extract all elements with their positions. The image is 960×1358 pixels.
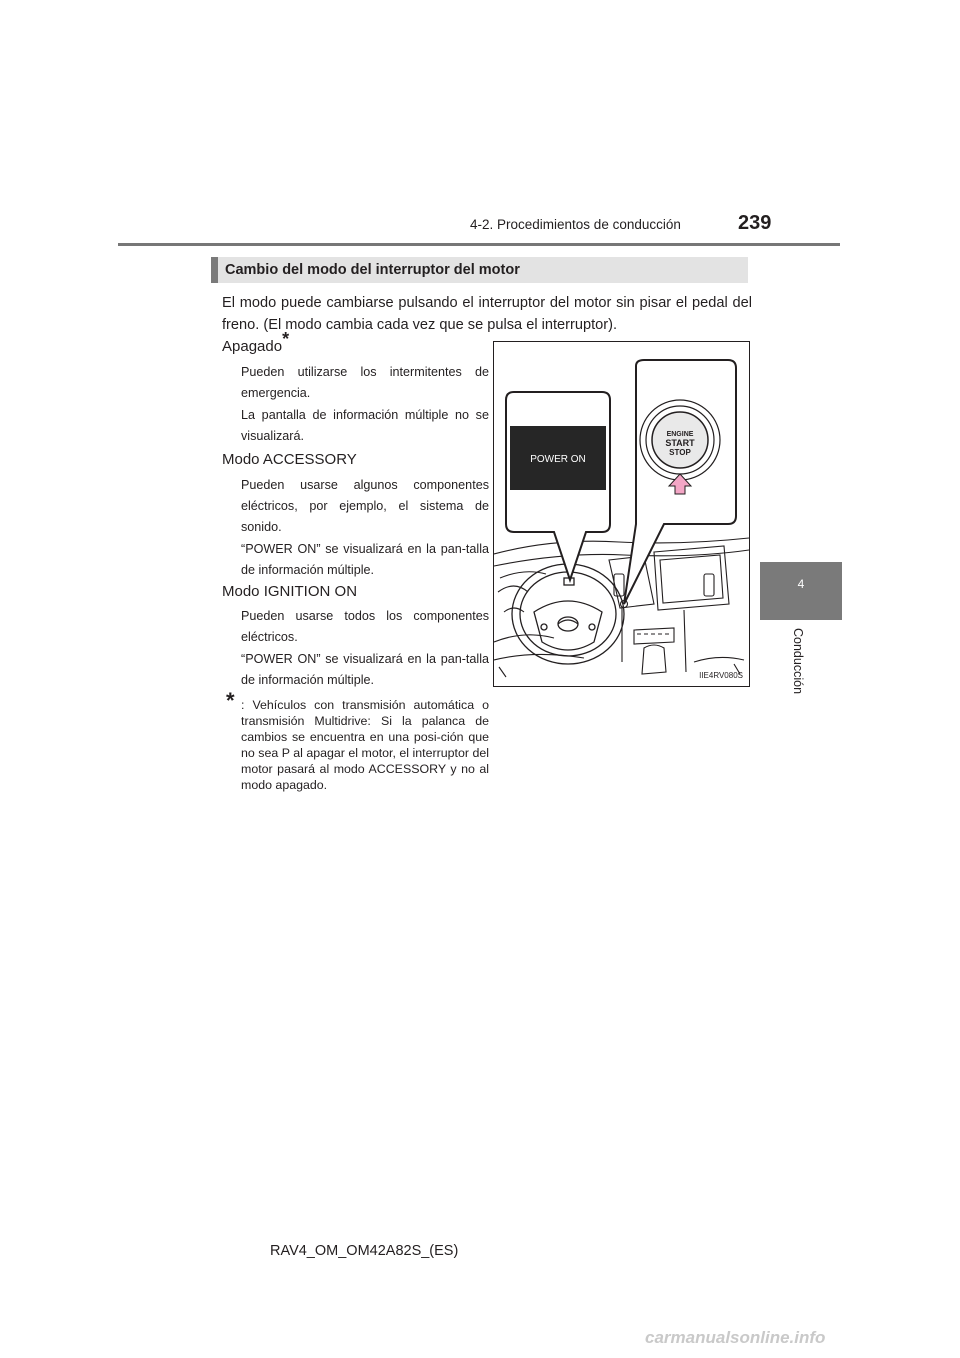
- button-label-engine: ENGINE: [666, 431, 694, 438]
- mode-title-text: Apagado: [222, 338, 283, 355]
- button-label-stop: STOP: [669, 448, 691, 457]
- mode-description: Pueden usarse todos los componentes eléctricos.: [241, 609, 489, 644]
- chapter-label-container: [760, 620, 842, 720]
- mode-description: “POWER ON” se visualizará en la pan-talla de información múltiple.: [241, 542, 489, 577]
- header-rule: [118, 243, 840, 246]
- mode-description: “POWER ON” se visualizará en la pan-talla de información múltiple.: [241, 652, 489, 687]
- mode-description: Pueden utilizarse los intermitentes de emergencia.: [241, 365, 489, 400]
- mode-title-apagado: [222, 329, 290, 355]
- chapter-number: 4: [797, 577, 805, 591]
- mode-description: Pueden usarse algunos componentes eléctricos, por ejemplo, el sistema de sonido.: [241, 478, 489, 534]
- page-number: 239: [738, 212, 772, 234]
- dashboard-illustration: [493, 341, 750, 687]
- steering-wheel: [512, 564, 624, 664]
- document-code: RAV4_OM_OM42A82S_(ES): [270, 1243, 459, 1259]
- button-label-start: START: [665, 438, 695, 448]
- chapter-label: Conducción: [791, 628, 805, 695]
- section-title: 4-2. Procedimientos de conducción: [470, 217, 681, 232]
- intro-paragraph: El modo puede cambiarse pulsando el interruptor del motor sin pisar el pedal del freno. (El modo cambia cada vez que se pulsa el interruptor).: [222, 295, 752, 333]
- asterisk-marker: *: [282, 329, 290, 349]
- chapter-tab: [760, 562, 842, 620]
- mode-title-accessory: Modo ACCESSORY: [222, 451, 357, 468]
- watermark: carmanualsonline.info: [645, 1328, 826, 1347]
- mode-title-ignition-on: Modo IGNITION ON: [222, 583, 358, 600]
- dashboard-drawing: [494, 538, 749, 677]
- display-text: POWER ON: [530, 454, 586, 465]
- footnote-text: : Vehículos con transmisión automática o transmisión Multidrive: Si la palanca de cambios se encuentra en una posi-ción que no sea P al apagar el motor, el interruptor del motor pasará al modo ACCESSORY y no al modo apagado.: [241, 698, 489, 792]
- figure-code: IIE4RV080S: [699, 671, 743, 680]
- mode-description: La pantalla de información múltiple no se visualizará.: [241, 408, 489, 443]
- section-heading: Cambio del modo del interruptor del motor: [225, 262, 520, 278]
- footnote-marker: *: [226, 688, 235, 713]
- heading-accent-bar: [211, 257, 218, 283]
